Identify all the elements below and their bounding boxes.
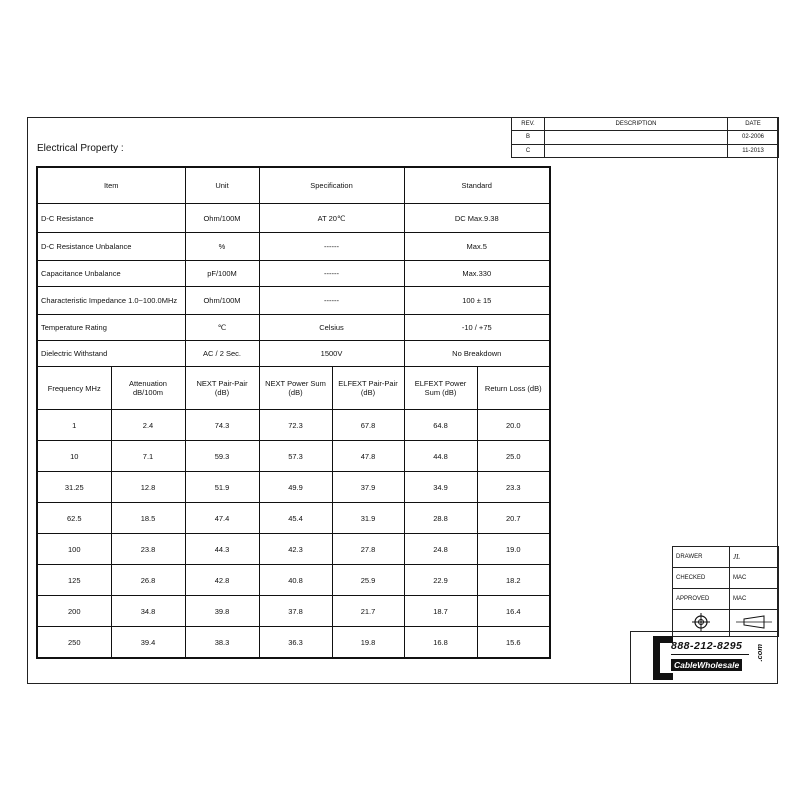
return-loss-cell: 20.7 (477, 503, 550, 534)
property-spec: 1500V (259, 341, 404, 367)
frequency-cell: 200 (37, 596, 111, 627)
property-item: D-C Resistance Unbalance (37, 233, 185, 261)
rev-description (545, 131, 728, 144)
elfext-power-sum-cell: 34.9 (404, 472, 477, 503)
elfext-pair-cell: 37.9 (332, 472, 404, 503)
elfext-power-sum-header: ELFEXT Power Sum (dB) (404, 367, 477, 410)
elfext-pair-cell: 47.8 (332, 441, 404, 472)
frequency-cell: 125 (37, 565, 111, 596)
logo-suffix: .com (755, 644, 764, 662)
property-item: D-C Resistance (37, 204, 185, 233)
item-header: Item (37, 167, 185, 204)
next-power-sum-cell: 36.3 (259, 627, 332, 659)
elfext-power-sum-cell: 64.8 (404, 410, 477, 441)
description-header: DESCRIPTION (545, 118, 728, 131)
property-unit: pF/100M (185, 261, 259, 287)
property-unit: % (185, 233, 259, 261)
elfext-power-sum-cell: 24.8 (404, 534, 477, 565)
rev-date: 02-2006 (728, 131, 779, 144)
rev-header: REV. (512, 118, 545, 131)
rev-code: C (512, 144, 545, 157)
table-row (37, 534, 550, 565)
elfext-power-sum-cell: 44.8 (404, 441, 477, 472)
revision-block (511, 117, 779, 158)
frequency-cell: 62.5 (37, 503, 111, 534)
table-row (37, 410, 550, 441)
return-loss-cell: 20.0 (477, 410, 550, 441)
electrical-property-table (36, 166, 551, 659)
return-loss-cell: 16.4 (477, 596, 550, 627)
rev-description (545, 144, 728, 157)
rev-code: B (512, 131, 545, 144)
attenuation-cell: 7.1 (111, 441, 185, 472)
standard-header: Standard (404, 167, 550, 204)
drawer-label: DRAWER (673, 547, 730, 568)
property-spec: ------ (259, 287, 404, 315)
frequency-cell: 1 (37, 410, 111, 441)
property-item: Temperature Rating (37, 315, 185, 341)
elfext-pair-cell: 19.8 (332, 627, 404, 659)
next-pair-cell: 38.3 (185, 627, 259, 659)
next-power-sum-cell: 49.9 (259, 472, 332, 503)
property-spec: Celsius (259, 315, 404, 341)
table-row (37, 565, 550, 596)
return-loss-cell: 18.2 (477, 565, 550, 596)
next-power-sum-cell: 42.3 (259, 534, 332, 565)
elfext-pair-cell: 67.8 (332, 410, 404, 441)
property-standard: -10 / +75 (404, 315, 550, 341)
property-unit: Ohm/100M (185, 204, 259, 233)
attenuation-cell: 18.5 (111, 503, 185, 534)
frequency-cell: 250 (37, 627, 111, 659)
table-row (37, 627, 550, 659)
frequency-cell: 100 (37, 534, 111, 565)
property-item: Characteristic Impedance 1.0~100.0MHz (37, 287, 185, 315)
property-spec: AT 20℃ (259, 204, 404, 233)
next-power-sum-cell: 40.8 (259, 565, 332, 596)
property-standard: 100 ± 15 (404, 287, 550, 315)
elfext-power-sum-cell: 18.7 (404, 596, 477, 627)
return-loss-header: Return Loss (dB) (477, 367, 550, 410)
logo-phone: 888-212-8295 (671, 640, 743, 652)
specification-header: Specification (259, 167, 404, 204)
logo-c-icon (653, 636, 673, 680)
approved-value: MAC (730, 589, 779, 610)
logo-divider (671, 654, 749, 655)
signoff-block (672, 546, 779, 637)
next-pair-cell: 42.8 (185, 565, 259, 596)
page-title: Electrical Property : (37, 143, 124, 154)
attenuation-cell: 12.8 (111, 472, 185, 503)
logo-name: CableWholesale (671, 659, 742, 671)
elfext-pair-cell: 21.7 (332, 596, 404, 627)
elfext-power-sum-cell: 22.9 (404, 565, 477, 596)
date-header: DATE (728, 118, 779, 131)
property-unit: Ohm/100M (185, 287, 259, 315)
attenuation-cell: 23.8 (111, 534, 185, 565)
attenuation-cell: 39.4 (111, 627, 185, 659)
next-pair-cell: 47.4 (185, 503, 259, 534)
property-unit: ℃ (185, 315, 259, 341)
table-row (37, 503, 550, 534)
return-loss-cell: 15.6 (477, 627, 550, 659)
elfext-pair-cell: 31.9 (332, 503, 404, 534)
frequency-header: Frequency MHz (37, 367, 111, 410)
property-item: Dielectric Withstand (37, 341, 185, 367)
elfext-pair-cell: 27.8 (332, 534, 404, 565)
company-logo (630, 631, 778, 684)
property-item: Capacitance Unbalance (37, 261, 185, 287)
next-power-sum-cell: 45.4 (259, 503, 332, 534)
attenuation-cell: 2.4 (111, 410, 185, 441)
frequency-cell: 10 (37, 441, 111, 472)
return-loss-cell: 19.0 (477, 534, 550, 565)
next-power-sum-cell: 57.3 (259, 441, 332, 472)
property-spec: ------ (259, 261, 404, 287)
next-pair-cell: 51.9 (185, 472, 259, 503)
next-pair-header: NEXT Pair-Pair (dB) (185, 367, 259, 410)
property-standard: No Breakdown (404, 341, 550, 367)
next-power-sum-cell: 37.8 (259, 596, 332, 627)
table-row (37, 596, 550, 627)
next-power-sum-header: NEXT Power Sum (dB) (259, 367, 332, 410)
elfext-power-sum-cell: 16.8 (404, 627, 477, 659)
checked-label: CHECKED (673, 568, 730, 589)
property-standard: Max.5 (404, 233, 550, 261)
next-power-sum-cell: 72.3 (259, 410, 332, 441)
next-pair-cell: 74.3 (185, 410, 259, 441)
attenuation-header: Attenuation dB/100m (111, 367, 185, 410)
table-row (37, 441, 550, 472)
approved-label: APPROVED (673, 589, 730, 610)
table-row (37, 472, 550, 503)
property-standard: DC Max.9.38 (404, 204, 550, 233)
return-loss-cell: 23.3 (477, 472, 550, 503)
elfext-power-sum-cell: 28.8 (404, 503, 477, 534)
next-pair-cell: 39.8 (185, 596, 259, 627)
frequency-cell: 31.25 (37, 472, 111, 503)
elfext-pair-header: ELFEXT Pair-Pair (dB) (332, 367, 404, 410)
checked-value: MAC (730, 568, 779, 589)
property-standard: Max.330 (404, 261, 550, 287)
next-pair-cell: 59.3 (185, 441, 259, 472)
property-spec: ------ (259, 233, 404, 261)
property-unit: AC / 2 Sec. (185, 341, 259, 367)
rev-date: 11-2013 (728, 144, 779, 157)
attenuation-cell: 26.8 (111, 565, 185, 596)
drawer-value: JL (730, 547, 779, 568)
return-loss-cell: 25.0 (477, 441, 550, 472)
elfext-pair-cell: 25.9 (332, 565, 404, 596)
next-pair-cell: 44.3 (185, 534, 259, 565)
unit-header: Unit (185, 167, 259, 204)
attenuation-cell: 34.8 (111, 596, 185, 627)
